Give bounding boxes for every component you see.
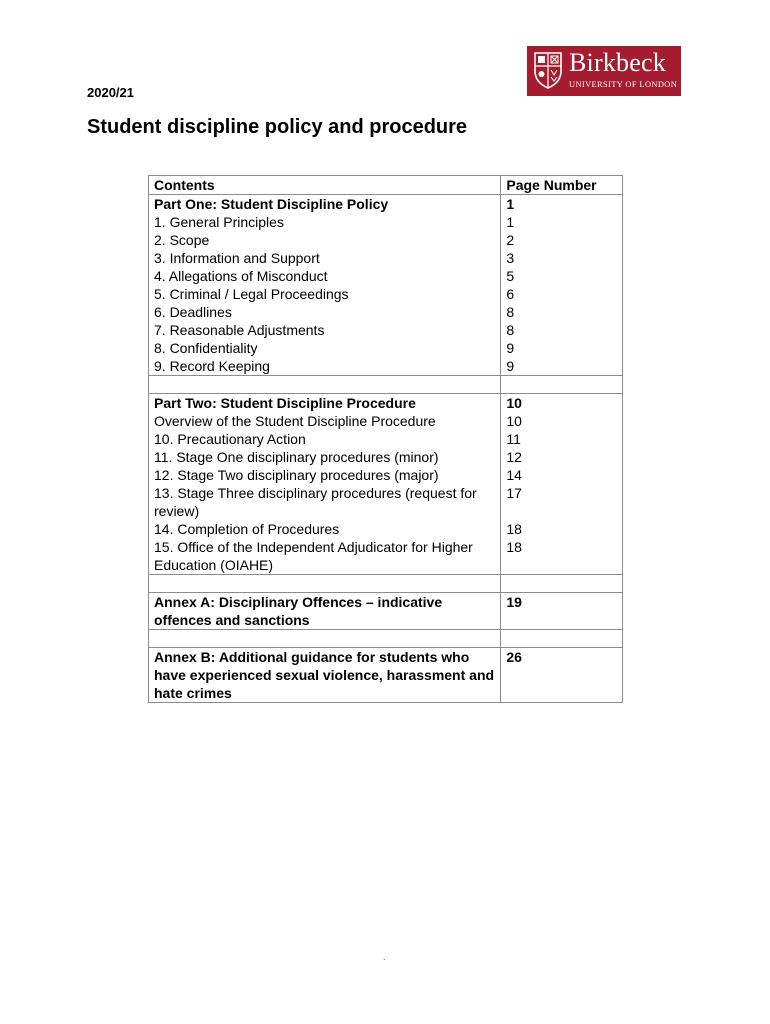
- birkbeck-logo: [527, 46, 681, 96]
- toc-entry[interactable]: 14. Completion of Procedures: [154, 521, 340, 537]
- toc-entry[interactable]: 8. Confidentiality: [154, 340, 258, 356]
- part-one-section: [149, 195, 623, 376]
- page-number: 9: [506, 358, 515, 374]
- logo-name: Birkbeck: [569, 48, 666, 77]
- toc-entry[interactable]: 9. Record Keeping: [154, 358, 270, 374]
- page-number: 11: [506, 431, 521, 447]
- logo-subtitle: UNIVERSITY OF LONDON: [569, 80, 678, 89]
- toc-entry[interactable]: 6. Deadlines: [154, 304, 232, 320]
- toc-entry-part-one[interactable]: Part One: Student Discipline Policy: [154, 196, 389, 212]
- page-number: 2: [506, 232, 515, 248]
- page-number: 10: [506, 413, 522, 429]
- page-number: 14: [506, 467, 522, 483]
- page-number: 8: [506, 304, 515, 320]
- footer-mark: .: [383, 952, 386, 962]
- page-number: 3: [506, 250, 515, 266]
- page-number: 18: [506, 539, 522, 555]
- toc-entry[interactable]: 15. Office of the Independent Adjudicator for Higher Education (OIAHE): [154, 539, 473, 573]
- page-number: 8: [506, 322, 515, 338]
- crest-icon: [533, 51, 563, 89]
- toc-entry[interactable]: 13. Stage Three disciplinary procedures (request for review): [154, 485, 477, 519]
- toc-entry[interactable]: 11. Stage One disciplinary procedures (minor): [154, 449, 439, 465]
- toc-entry[interactable]: 4. Allegations of Misconduct: [154, 268, 328, 284]
- toc-entry[interactable]: 3. Information and Support: [154, 250, 320, 266]
- document-title: Student discipline policy and procedure: [87, 116, 468, 138]
- toc-entry[interactable]: 12. Stage Two disciplinary procedures (major): [154, 467, 439, 483]
- page-number: 18: [506, 521, 522, 537]
- toc-entry-part-two[interactable]: Part Two: Student Discipline Procedure: [154, 395, 416, 411]
- toc-entry[interactable]: 5. Criminal / Legal Proceedings: [154, 286, 349, 302]
- contents-table: [148, 175, 623, 703]
- toc-entry[interactable]: Overview of the Student Discipline Procedure: [154, 413, 436, 429]
- annex-a-section: [149, 593, 623, 630]
- toc-entry-annex-a[interactable]: Annex A: Disciplinary Offences – indicative offences and sanctions: [149, 593, 501, 630]
- page-number: 17: [506, 485, 522, 501]
- page-number: 1: [506, 214, 515, 230]
- spacer-row: [149, 575, 623, 593]
- page-number: 6: [506, 286, 515, 302]
- toc-entry[interactable]: 1. General Principles: [154, 214, 284, 230]
- page-number: 10: [506, 395, 522, 411]
- academic-year: 2020/21: [87, 85, 134, 100]
- page-number: 9: [506, 340, 515, 356]
- part-two-section: [149, 394, 623, 575]
- annex-b-section: [149, 648, 623, 703]
- page-number-header: Page Number: [501, 176, 623, 195]
- table-header-row: [149, 176, 623, 195]
- page-number: 12: [506, 449, 522, 465]
- toc-entry[interactable]: 2. Scope: [154, 232, 210, 248]
- page-number: 5: [506, 268, 515, 284]
- spacer-row: [149, 630, 623, 648]
- spacer-row: [149, 376, 623, 394]
- toc-entry[interactable]: 7. Reasonable Adjustments: [154, 322, 325, 338]
- page-number: 19: [501, 593, 623, 630]
- toc-entry[interactable]: 10. Precautionary Action: [154, 431, 306, 447]
- page-number: 26: [501, 648, 623, 703]
- contents-header: Contents: [149, 176, 501, 195]
- page-number: 1: [506, 196, 515, 212]
- toc-entry-annex-b[interactable]: Annex B: Additional guidance for students who have experienced sexual violence, harassment and hate crimes: [149, 648, 501, 703]
